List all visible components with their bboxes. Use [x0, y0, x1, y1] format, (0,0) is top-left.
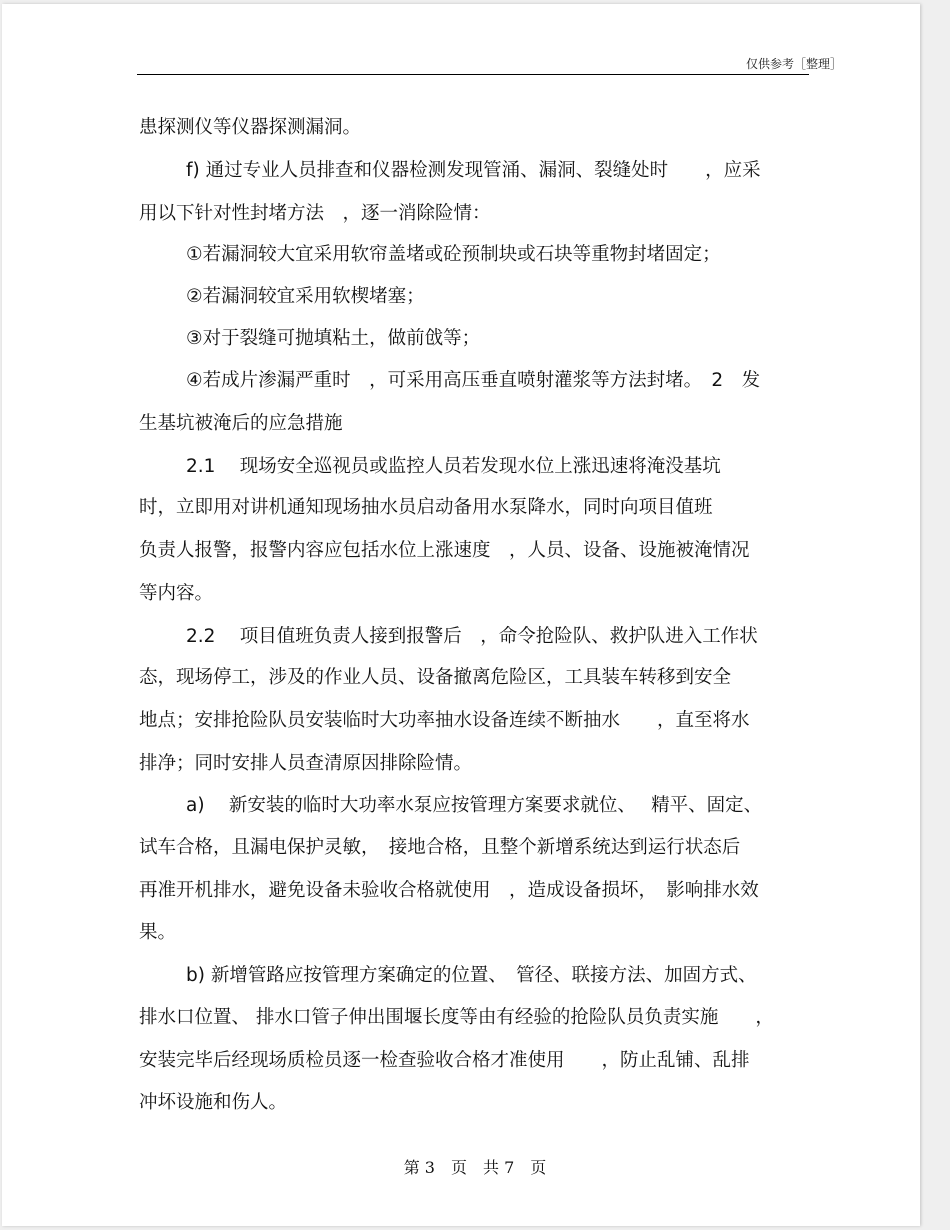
body-line: 2.2 项目值班负责人接到报警后 ，命令抢险队、救护队进入工作状 — [186, 626, 758, 647]
body-line: 果。 — [139, 922, 177, 943]
body-line: ③对于裂缝可抛填粘土，做前戗等； — [186, 328, 481, 349]
body-line: 态，现场停工，涉及的作业人员、设备撤离危险区，工具装车转移到安全 — [139, 667, 732, 688]
header-divider — [137, 74, 809, 75]
body-line: ①若漏洞较大宜采用软帘盖堵或砼预制块或石块等重物封堵固定； — [186, 244, 721, 265]
header-note: 仅供参考［整理］ — [745, 57, 842, 71]
page-number: 第 3 页 共 7 页 — [403, 1158, 547, 1177]
body-line: 冲坏设施和伤人。 — [139, 1092, 288, 1113]
body-line: 负责人报警，报警内容应包括水位上涨速度 ，人员、设备、设施被淹情况 — [139, 540, 750, 561]
body-line: 等内容。 — [139, 583, 214, 604]
body-line: ②若漏洞较宜采用软楔堵塞； — [186, 286, 425, 307]
body-line: 再准开机排水，避免设备未验收合格就使用 ，造成设备损坏， 影响排水效 — [139, 880, 759, 901]
body-line: 地点；安排抢险队员安装临时大功率抽水设备连续不断抽水 ，直至将水 — [139, 710, 750, 731]
body-line: b) 新增管路应按管理方案确定的位置、 管径、联接方法、加固方式、 — [186, 965, 757, 986]
body-line: 生基坑被淹后的应急措施 — [139, 413, 343, 434]
body-line: 排水口位置、 排水口管子伸出围堰长度等由有经验的抢险队员负责实施 ， — [139, 1007, 774, 1028]
body-line: 时，立即用对讲机通知现场抽水员启动备用水泵降水，同时向项目值班 — [139, 497, 713, 518]
body-line: 用以下针对性封堵方法 ，逐一消除险情： — [139, 203, 491, 224]
body-line: 安装完毕后经现场质检员逐一检查验收合格才准使用 ，防止乱铺、乱排 — [139, 1050, 750, 1071]
body-line: 患探测仪等仪器探测漏洞。 — [139, 117, 362, 138]
body-line: f) 通过专业人员排查和仪器检测发现管涌、漏洞、裂缝处时 ，应采 — [186, 160, 761, 181]
body-line: a) 新安装的临时大功率水泵应按管理方案要求就位、 精平、固定、 — [186, 795, 763, 816]
body-line: 2.1 现场安全巡视员或监控人员若发现水位上涨迅速将淹没基坑 — [186, 456, 721, 477]
body-line: 排净；同时安排人员查清原因排除险情。 — [139, 753, 473, 774]
body-line: ④若成片渗漏严重时 ，可采用高压垂直喷射灌浆等方法封堵。 2 发 — [186, 370, 761, 391]
document-page — [2, 4, 920, 1226]
body-line: 试车合格，且漏电保护灵敏， 接地合格，且整个新增系统达到运行状态后 — [139, 837, 741, 858]
